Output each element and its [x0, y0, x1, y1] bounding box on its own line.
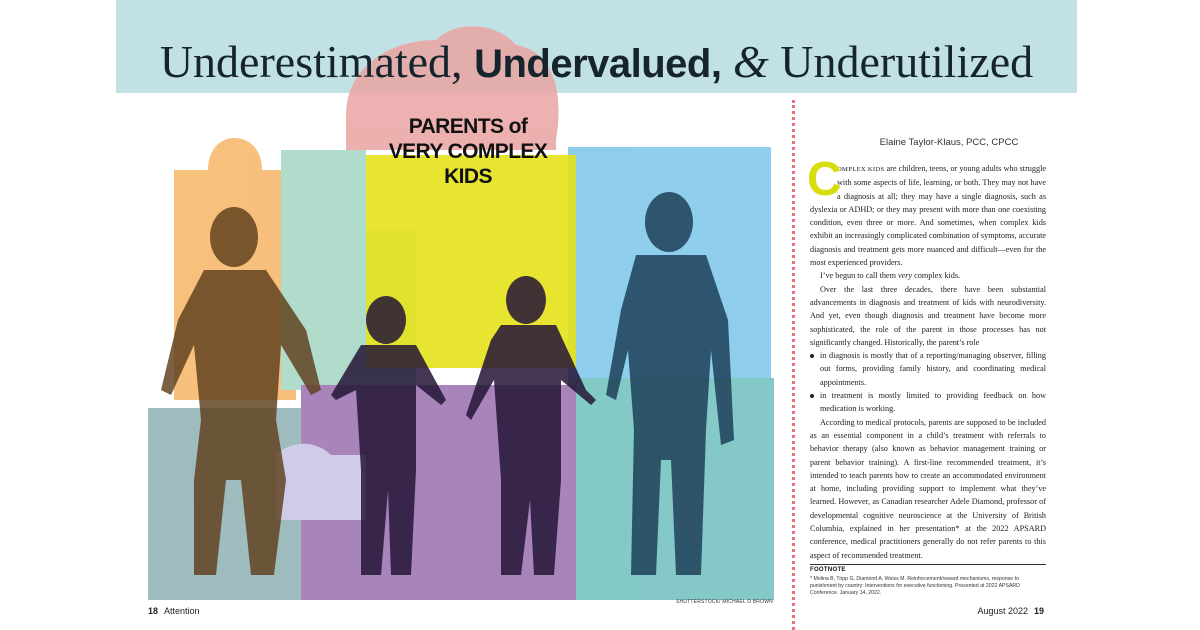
- article-title: Underestimated, Undervalued, & Underutilized: [159, 36, 1034, 87]
- paragraph-4: According to medical protocols, parents are supposed to be included as an essential component in a child’s treatment with referrals to behavior therapy (also known as behavior management training or parent behavior training). A first-line recommended treatment, it’s intended to teach parents how to create an accommodated environment at home, including providing support to implement what they’ve learned. However, as Canadian researcher Adele Diamond, professor of developmental cognitive neuroscience at the University of British Columbia, explained in her presentation* at the 2022 APSARD conference, medical practitioners generally do not refer parents to this aspect of recommended treatment.: [810, 417, 1046, 560]
- folio-left: 18 Attention: [148, 606, 200, 616]
- image-credit: SHUTTERSTOCK/ MICHAEL D BROWN: [676, 599, 773, 605]
- footnote-text: * Molina B, Tripp G, Diamond A, Weiss M. Reinforcement/reward mechanisms, response to punishment by country: Interventions for executive functioning. Presented at 2022 APSARD Conference. January 14, 2022.: [810, 576, 1020, 596]
- footnote-label: FOOTNOTE: [810, 567, 846, 573]
- lead-smallcaps: OMPLEX KIDS: [837, 166, 885, 173]
- title-ampersand: &: [732, 36, 769, 87]
- puzzle-piece-lavender: [276, 444, 366, 520]
- footnote-rule: [810, 564, 1046, 565]
- title-bold-word: Undervalued,: [474, 42, 722, 86]
- article-body: C OMPLEX KIDS are children, teens, or young adults who struggle with some aspects of life, learning, or both. They may not have a diagnosis at all; they may have a single diagnosis, such as dyslexia or ADHD; or they may present with more than one coexisting condition, even three or more. And sometimes, when complex kids exhibit an increasingly complicated combination of symptoms, accurate diagnosis and treatment gets more nuanced and difficult—even for the most experienced providers. I’ve begun to call them very complex kids. Over the last three decades, there have been substantial advancements in diagnosis and treatment of kids with neurodiversity. And yet, even though diagnosis and treatment have become more sophisticated, the role of the parent in those processes has not significantly changed. Historically, the parent’s role in diagnosis is mostly that of a reporting/managing observer, filling out forms, providing family history, and coordinating medical appointments. in treatment is mostly limited to providing feedback on how medication is working. According to medical protocols, parents are supposed to be included as an essential component in a child’s treatment with referrals to behavior therapy (also known as behavior management training or parent behavior training). A first-line recommended treatment, it’s intended to teach parents how to create an accommodated environment at home, including providing support to implement what they’ve learned. However, as Canadian researcher Adele Diamond, professor of developmental cognitive neuroscience at the University of British Columbia, explained in her presentation* at the 2022 APSARD conference, medical practitioners generally do not refer parents to this aspect of recommended treatment.: [810, 162, 1046, 562]
- list-item: in diagnosis is mostly that of a reporting/managing observer, filling out forms, providing family history, and coordinating medical appointments.: [810, 349, 1046, 389]
- author-byline: Elaine Taylor-Klaus, PCC, CPCC: [879, 137, 1019, 148]
- paragraph-2: I’ve begun to call them very complex kids.: [820, 271, 961, 281]
- folio-right: August 2022 19: [977, 606, 1044, 616]
- magazine-spread: [116, 0, 1077, 630]
- kicker-headline: PARENTS of VERY COMPLEX KIDS: [388, 115, 548, 188]
- list-item: in treatment is mostly limited to providing feedback on how medication is working.: [810, 389, 1046, 416]
- puzzle-family-illustration: [116, 0, 796, 630]
- dropcap: C: [807, 153, 842, 206]
- paragraph-3: Over the last three decades, there have been substantial advancements in diagnosis and treatment of kids with neurodiversity. And yet, even though diagnosis and treatment have become more sophisticated, the role of the parent in those processes has not significantly changed. Historically, the parent’s role: [810, 284, 1046, 347]
- bullet-list: [810, 349, 1046, 415]
- column-divider: [792, 100, 795, 630]
